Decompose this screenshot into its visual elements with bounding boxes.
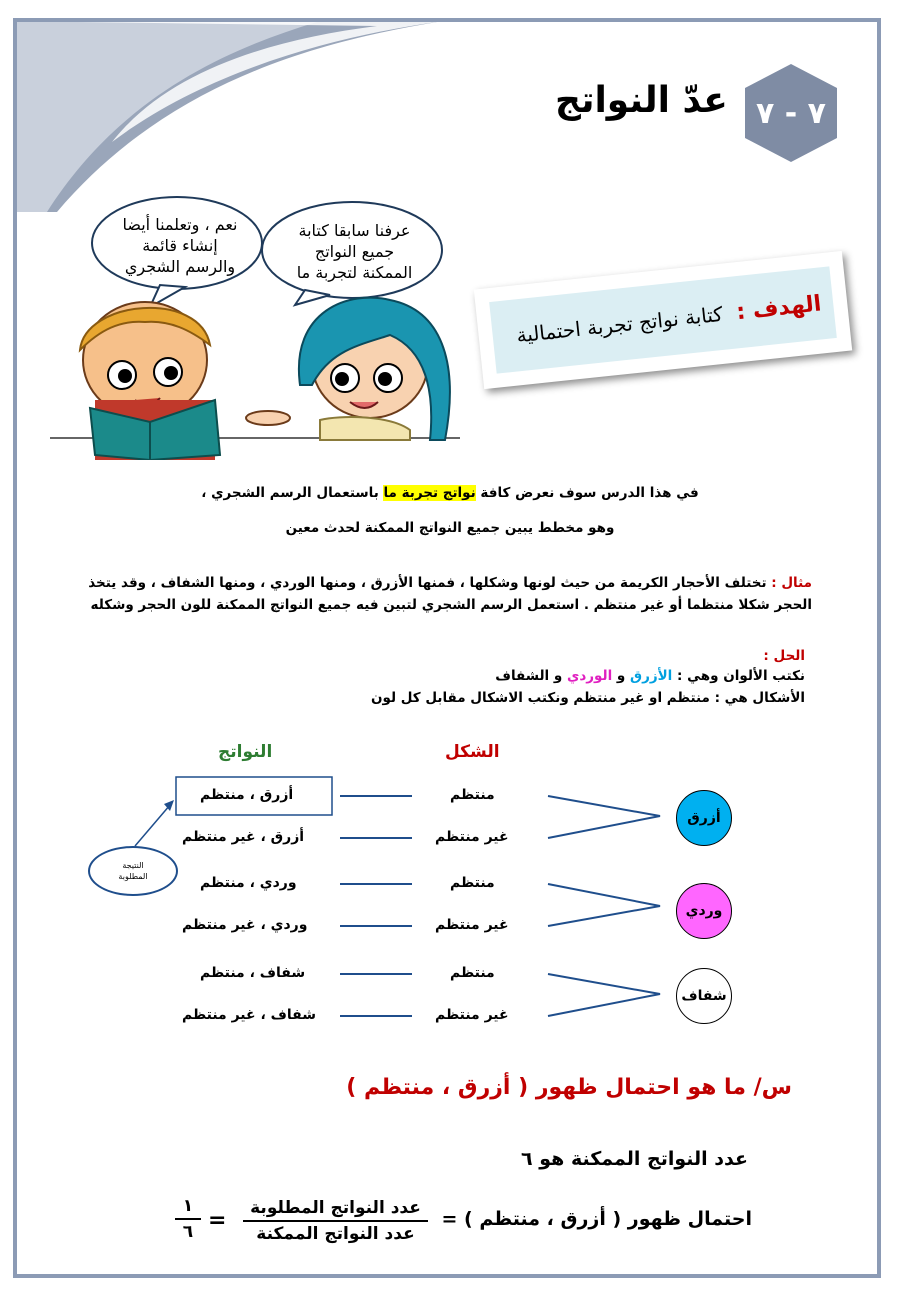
outcome-cell: وردي ، منتظم xyxy=(200,875,297,891)
fraction-words: عدد النواتج المطلوبة عدد النواتج الممكنة xyxy=(243,1198,428,1244)
color-node-blue: أزرق xyxy=(676,790,732,846)
header-shape: الشكل xyxy=(445,742,500,762)
intro-line-1: في هذا الدرس سوف نعرض كافة نواتج تجربة ما باستعمال الرسم الشجري ، xyxy=(201,485,699,501)
shape-cell: غير منتظم xyxy=(435,829,509,845)
lesson-number: ٧ - ٧ xyxy=(756,95,826,131)
shape-cell: غير منتظم xyxy=(435,1007,509,1023)
equals-sign: = xyxy=(208,1208,227,1233)
example-paragraph: مثال : تختلف الأحجار الكريمة من حيث لونها وشكلها ، فمنها الأزرق ، ومنها الوردي ، ومنها الشفاف ، وقد يتخذ الحجر شكلا منتظما أو غير منتظم . استعمل الرسم الشجري لتبين فيه جميع النواتج الممكنة للون الحجر وشكله xyxy=(88,575,812,613)
solution-label: الحل : xyxy=(763,648,805,664)
solution-line-2: الأشكال هي : منتظم او غير منتظم ونكتب الاشكال مقابل كل لون xyxy=(370,690,805,706)
required-outcome-note: النتيجة المطلوبة xyxy=(88,846,178,896)
question: س/ ما هو احتمال ظهور ( أزرق ، منتظم ) xyxy=(346,1075,792,1100)
page-title: عدّ النواتج xyxy=(555,80,728,121)
color-node-pink: وردي xyxy=(676,883,732,939)
fraction-result: ١ ٦ xyxy=(175,1196,201,1242)
outcome-cell: شفاف ، غير منتظم xyxy=(182,1007,317,1023)
example-label: مثال : xyxy=(771,575,812,591)
shape-cell: منتظم xyxy=(450,875,495,891)
girl-speech: عرفنا سابقا كتابة جميع النواتج الممكنة لتجربة ما xyxy=(296,221,413,282)
shape-cell: منتظم xyxy=(450,965,495,981)
goal-label: الهدف : xyxy=(735,290,823,325)
lesson-number-badge xyxy=(745,64,837,162)
outcome-cell: أزرق ، منتظم xyxy=(200,787,294,803)
goal-text: كتابة نواتج تجربة احتمالية xyxy=(515,301,724,348)
kids-illustration xyxy=(50,290,460,460)
header-outcomes: النواتج xyxy=(218,742,273,762)
probability-label: احتمال ظهور ( أزرق ، منتظم ) = xyxy=(441,1208,752,1230)
tree-lines xyxy=(0,770,900,1040)
corner-decoration xyxy=(17,22,437,212)
highlight-text: نواتج تجربة ما xyxy=(383,485,476,501)
outcome-cell: شفاف ، منتظم xyxy=(200,965,306,981)
solution-line-1: نكتب الألوان وهي : الأزرق و الوردي و الشفاف xyxy=(495,668,805,684)
outcome-cell: أزرق ، غير منتظم xyxy=(182,829,305,845)
outcome-cell: وردي ، غير منتظم xyxy=(182,917,308,933)
color-node-clear: شفاف xyxy=(676,968,732,1024)
shape-cell: منتظم xyxy=(450,787,495,803)
boy-speech: نعم ، وتعلمنا أيضا إنشاء قائمة والرسم الشجري xyxy=(122,215,238,276)
shape-cell: غير منتظم xyxy=(435,917,509,933)
intro-line-2: وهو مخطط يبين جميع النواتج الممكنة لحدث معين xyxy=(285,520,615,536)
possible-count: عدد النواتج الممكنة هو ٦ xyxy=(521,1148,748,1170)
